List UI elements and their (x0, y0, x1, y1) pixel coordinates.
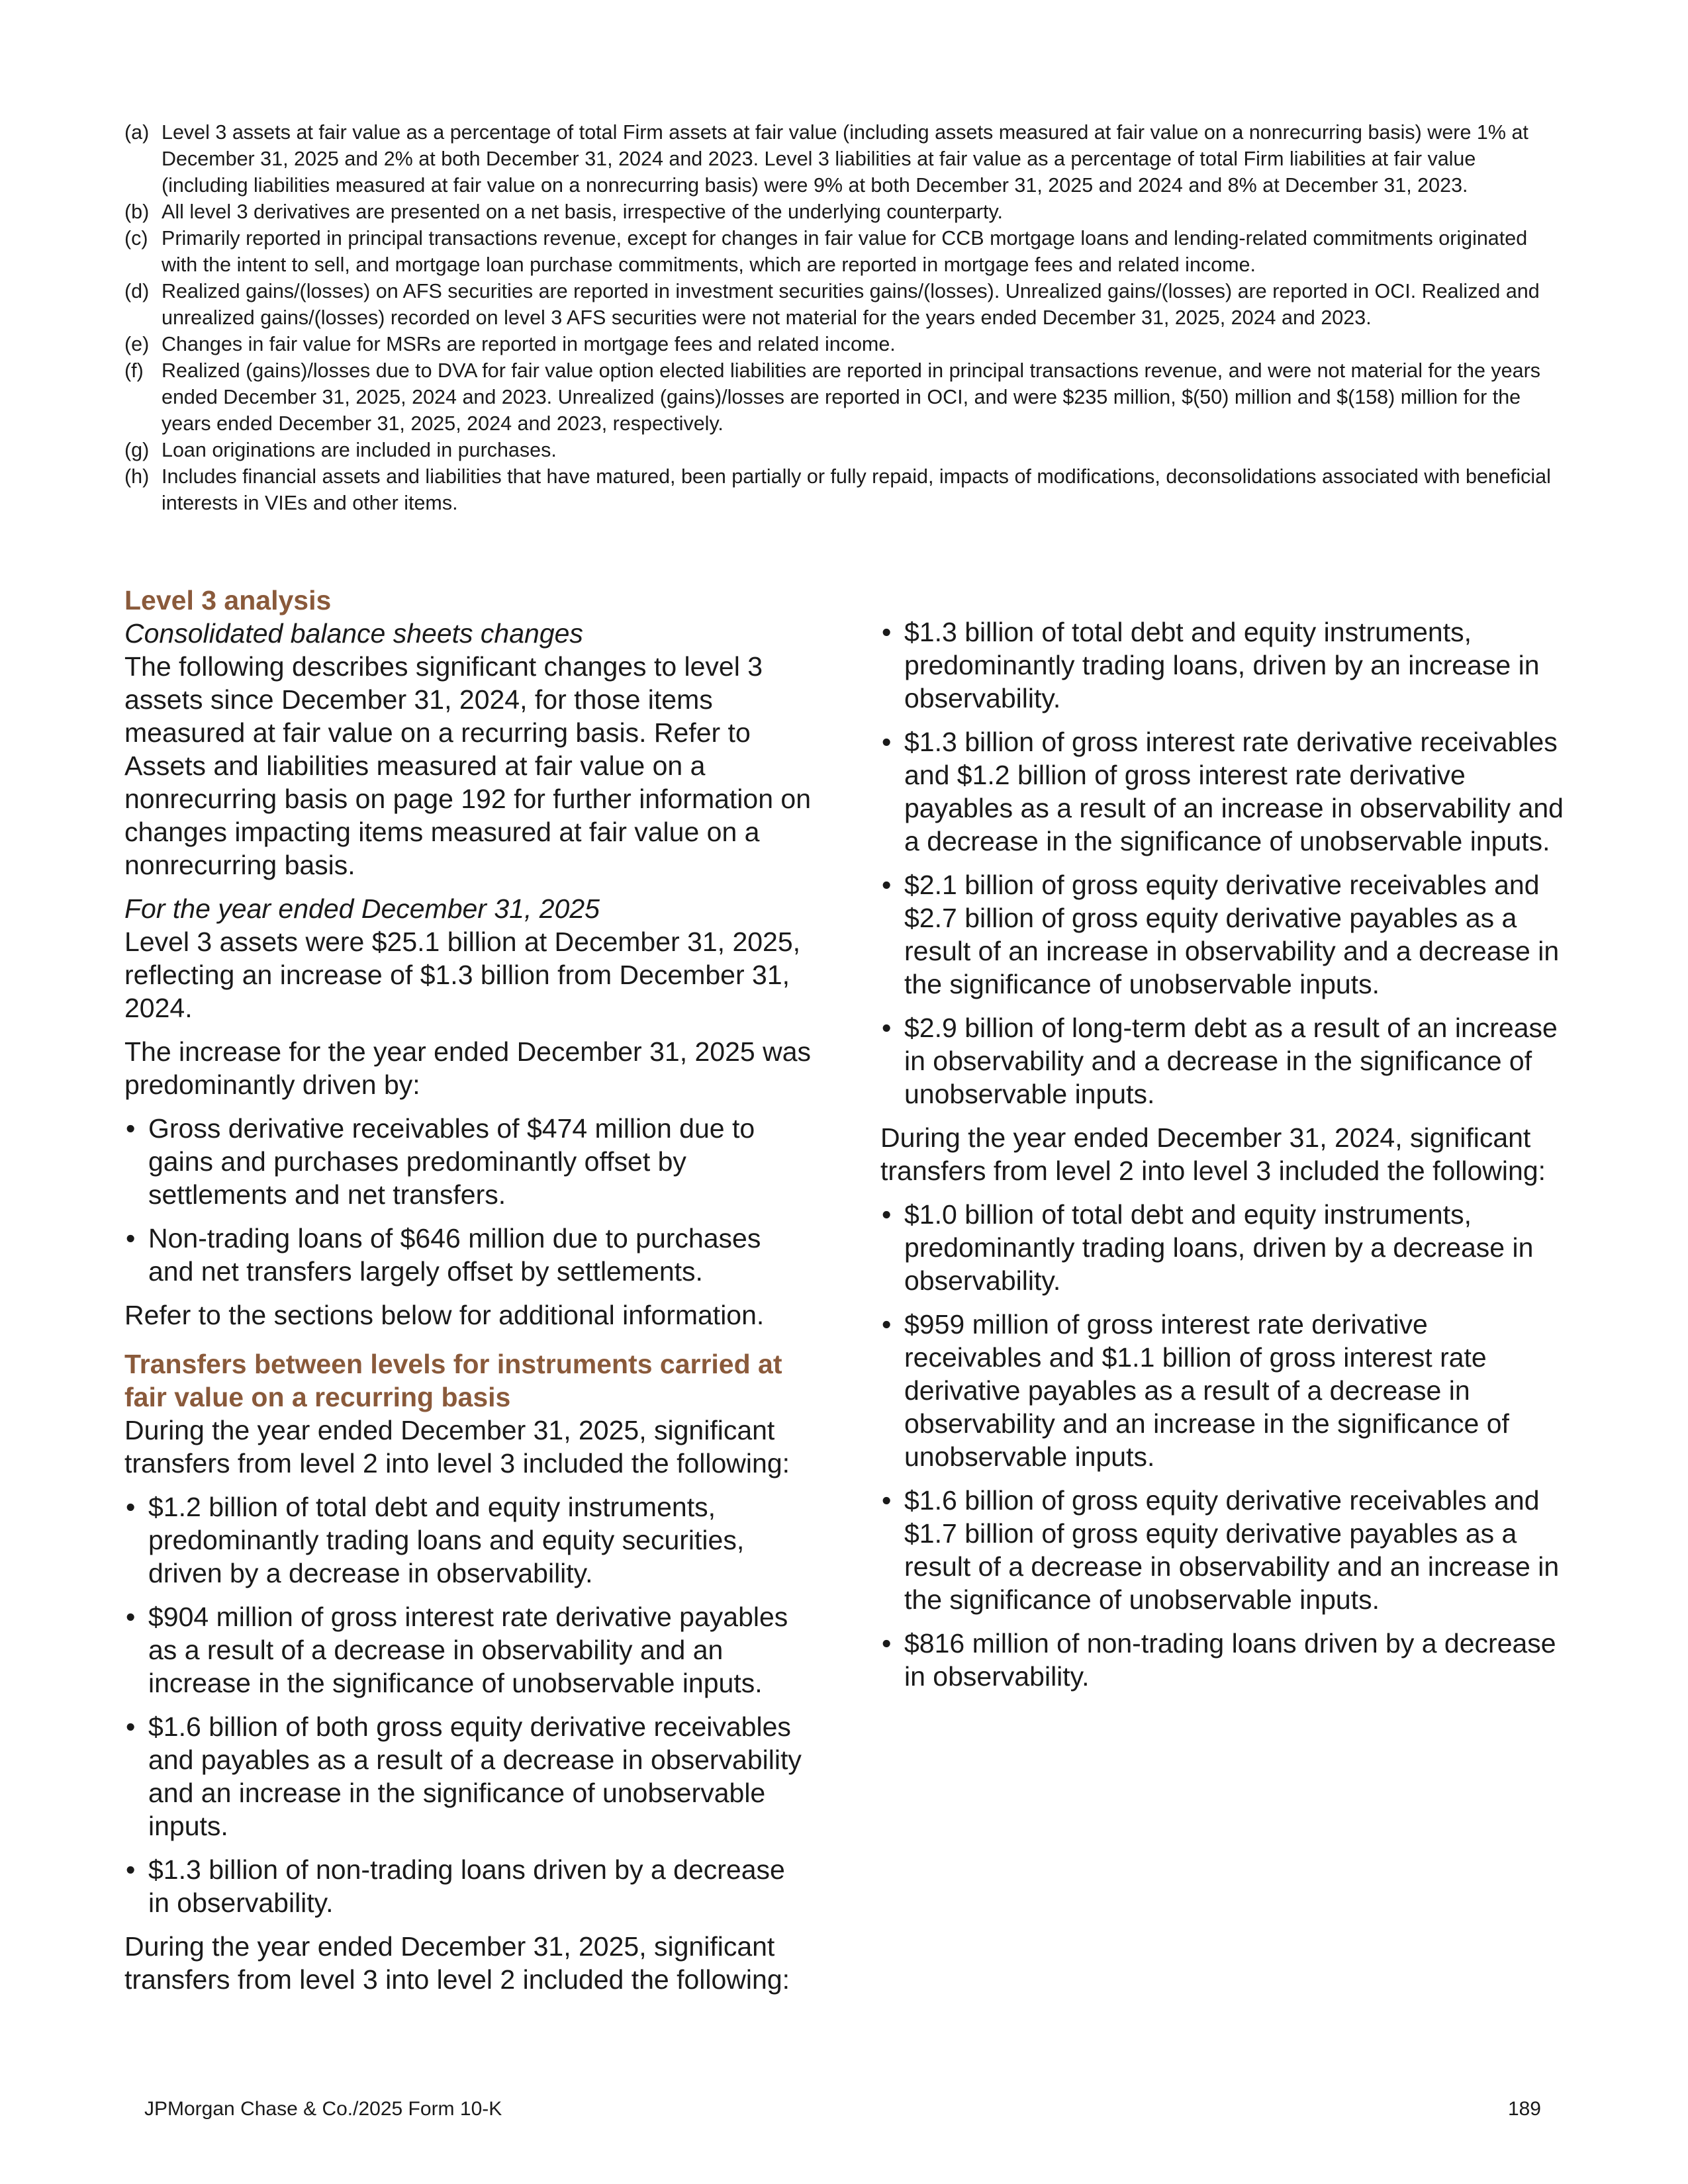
paragraph: The increase for the year ended December 31, 2025 was predominantly driven by: (124, 1036, 811, 1100)
list-item: • $1.3 billion of total debt and equity instruments, predominantly trading loans, driven by an increase in observability. (880, 615, 1569, 715)
list-item: • $1.0 billion of total debt and equity instruments, predominantly trading loans, driven by a decrease in observability. (880, 1198, 1569, 1297)
subheading-year-ended: For the year ended December 31, 2025 (124, 893, 600, 924)
bullet-list (880, 615, 1569, 1111)
list-item: • $816 million of non-trading loans driven by a decrease in observability. (880, 1627, 1569, 1693)
list-item: • Non-trading loans of $646 million due to purchases and net transfers largely offset by settlements. (124, 1222, 813, 1288)
page-footer (144, 2097, 1541, 2122)
bullet-list (124, 1490, 813, 1919)
footnote-text: Loan originations are included in purchases. (162, 439, 557, 461)
paragraph: Refer to the sections below for additional information. (124, 1300, 765, 1330)
list-item: • $1.3 billion of non-trading loans driven by a decrease in observability. (124, 1853, 813, 1919)
page-number: 189 (1507, 2098, 1541, 2120)
footnote-mark: (f) (124, 359, 144, 382)
footnote-mark: (d) (124, 280, 150, 302)
footer-publication: JPMorgan Chase & Co./2025 Form 10-K (144, 2098, 502, 2120)
footnote-mark: (a) (124, 121, 150, 144)
footnote-mark: (c) (124, 227, 148, 250)
section-heading-level3-analysis: Level 3 analysis (124, 585, 332, 615)
list-item: • $1.2 billion of total debt and equity instruments, predominantly trading loans and equity securities, driven by a decrease in observability. (124, 1490, 813, 1590)
right-column (880, 615, 1569, 1704)
footnote-mark: (e) (124, 333, 150, 355)
footnote-f (124, 357, 1568, 437)
footnote-text: Changes in fair value for MSRs are reported in mortgage fees and related income. (162, 333, 896, 355)
list-item: • $1.6 billion of gross equity derivative receivables and $1.7 billion of gross equity derivative payables as a result of a decrease in observability and an increase in the significance of unobservable inputs. (880, 1484, 1569, 1616)
footnote-text: All level 3 derivatives are presented on a net basis, irrespective of the underlying counterparty. (162, 201, 1003, 223)
footnote-mark: (g) (124, 439, 150, 461)
footnotes (124, 119, 1568, 516)
footnote-b (124, 199, 1568, 225)
footnote-g (124, 437, 1568, 463)
footnote-d (124, 278, 1568, 331)
subheading-balance-sheet-changes: Consolidated balance sheets changes (124, 618, 583, 649)
bullet-list (880, 1198, 1569, 1693)
list-item: • $1.6 billion of both gross equity derivative receivables and payables as a result of a decrease in observability and an increase in the significance of unobservable inputs. (124, 1710, 813, 1843)
footnote-text: Primarily reported in principal transactions revenue, except for changes in fair value for CCB mortgage loans and lending-related commitments originated with the intent to sell, and mortgage loan purchase commitments, which are reported in mortgage fees and related income. (162, 227, 1528, 276)
footnote-text: Realized gains/(losses) on AFS securities are reported in investment securities gains/(losses). Unrealized gains/(losses) are reported in OCI. Realized and unrealized gains/(losses) recorded on level 3 AFS securities were not material for the years ended December 31, 2025, 2024 and 2023. (162, 280, 1540, 329)
paragraph: Level 3 assets were $25.1 billion at December 31, 2025, reflecting an increase of $1.3 billion from December 31, 2024. (124, 927, 801, 1023)
bullet-list (124, 1112, 813, 1288)
footnote-text: Includes financial assets and liabilities that have matured, been partially or fully repaid, impacts of modifications, deconsolidations associated with beneficial interests in VIEs and other items. (162, 465, 1551, 514)
footnote-text: Level 3 assets at fair value as a percentage of total Firm assets at fair value (including assets measured at fair value on a nonrecurring basis) were 1% at December 31, 2025 and 2% at both December 31, 2024 and 2023. Level 3 liabilities at fair value as a percentage of total Firm liabilities at fair value (including liabilities measured at fair value on a nonrecurring basis) were 9% at both December 31, 2025 and 2024 and 8% at December 31, 2023. (162, 121, 1528, 197)
paragraph: During the year ended December 31, 2024, significant transfers from level 2 into level 3 included the following: (880, 1122, 1546, 1186)
paragraph: During the year ended December 31, 2025, significant transfers from level 3 into level 2 included the following: (124, 1931, 790, 1995)
list-item: • $2.9 billion of long-term debt as a result of an increase in observability and a decrease in the significance of unobservable inputs. (880, 1011, 1569, 1111)
footnote-text: Realized (gains)/losses due to DVA for fair value option elected liabilities are reported in principal transactions revenue, and were not material for the years ended December 31, 2025, 2024 and 2023. Unrealized (gains)/losses are reported in OCI, and were $235 million, $(50) million and $(158) million for the years ended December 31, 2025, 2024 and 2023, respectively. (162, 359, 1541, 435)
paragraph: The following describes significant changes to level 3 assets since December 31, 2024, for those items measured at fair value on a recurring basis. Refer to Assets and liabilities measured at fair value on a nonrecurring basis on page 192 for further information on changes impacting items measured at fair value on a nonrecurring basis. (124, 651, 812, 880)
paragraph: During the year ended December 31, 2025, significant transfers from level 2 into level 3 included the following: (124, 1415, 790, 1479)
list-item: • $959 million of gross interest rate derivative receivables and $1.1 billion of gross interest rate derivative payables as a result of a decrease in observability and an increase in the significance of unobservable inputs. (880, 1308, 1569, 1473)
list-item: • Gross derivative receivables of $474 million due to gains and purchases predominantly offset by settlements and net transfers. (124, 1112, 813, 1211)
footnote-h (124, 463, 1568, 516)
footnote-e (124, 331, 1568, 357)
list-item: • $904 million of gross interest rate derivative payables as a result of a decrease in observability and an increase in the significance of unobservable inputs. (124, 1600, 813, 1700)
list-item: • $2.1 billion of gross equity derivative receivables and $2.7 billion of gross equity derivative payables as a result of an increase in observability and a decrease in the significance of unobservable inputs. (880, 868, 1569, 1001)
list-item: • $1.3 billion of gross interest rate derivative receivables and $1.2 billion of gross interest rate derivative payables as a result of an increase in observability and a decrease in the significance of unobservable inputs. (880, 725, 1569, 858)
footnote-mark: (h) (124, 465, 150, 488)
section-heading-transfers: Transfers between levels for instruments carried at fair value on a recurring basis (124, 1349, 782, 1412)
footnote-a (124, 119, 1568, 199)
footnote-mark: (b) (124, 201, 150, 223)
left-column (124, 584, 813, 2007)
footnote-c (124, 225, 1568, 278)
